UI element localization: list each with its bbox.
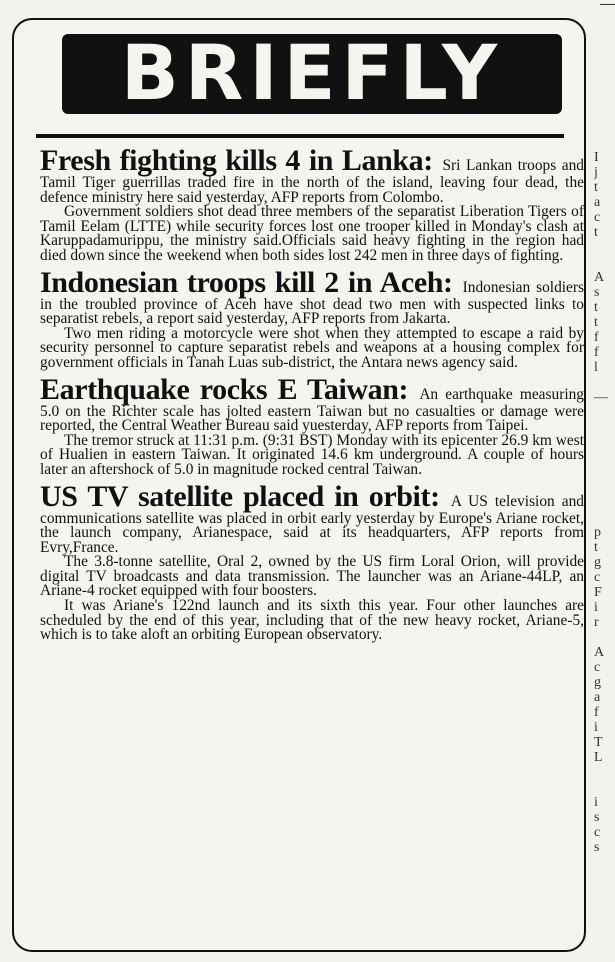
adjacent-column-letter: f — [594, 330, 599, 345]
adjacent-column-letter: s — [594, 810, 600, 825]
adjacent-column-letter — [594, 375, 615, 390]
adjacent-column-letter — [594, 90, 615, 105]
adjacent-column-letter — [594, 135, 615, 150]
adjacent-column-letter: c — [594, 210, 601, 225]
adjacent-column-letter: c — [594, 570, 601, 585]
adjacent-column-letter — [594, 405, 615, 420]
adjacent-column-letter: i — [594, 720, 598, 735]
adjacent-column-letter: i — [594, 795, 598, 810]
adjacent-column-fragment — [594, 0, 615, 962]
adjacent-column-letter — [594, 30, 615, 45]
adjacent-column-letter — [594, 630, 615, 645]
adjacent-column-letter: t — [594, 180, 598, 195]
brief-paragraph: Two men riding a motorcycle were shot when they attempted to escape a raid by security personnel to capture separatist rebels and weapons at a housing complex for government officials in Tanah Luas sub-district, the Antara news agency said. — [40, 324, 584, 371]
adjacent-column-letter — [594, 60, 615, 75]
adjacent-column-letter: c — [594, 660, 601, 675]
adjacent-column-letter: f — [594, 345, 599, 360]
adjacent-column-letter: s — [594, 840, 600, 855]
adjacent-column-letter: f — [594, 705, 599, 720]
adjacent-column-letter — [594, 510, 615, 525]
adjacent-column-letter: c — [594, 825, 601, 840]
adjacent-column-letter — [594, 105, 615, 120]
adjacent-column-letter — [594, 450, 615, 465]
brief-headline: US TV satellite placed in orbit — [40, 479, 431, 513]
brief-lead: A US television and communications satellite was placed in orbit early yesterday by Europe's Ariane rocket, the launch company, Arianespace, said at its headquarters, AFP reports from Evry,France. — [40, 492, 585, 556]
brief-lead: Indonesian soldiers in the troubled province of Aceh have shot dead two men with suspected links to separatist rebels, a report said yesterday, AFP reports from Jakarta. — [40, 278, 584, 328]
adjacent-column-letter: j — [594, 165, 598, 180]
adjacent-column-letter — [594, 765, 615, 780]
adjacent-column-letter: g — [594, 555, 601, 570]
adjacent-column-letter — [594, 240, 615, 255]
adjacent-column-letter: g — [594, 675, 601, 690]
brief-lead-paragraph: Indonesian troops kill 2 in Aceh: Indonesian soldiers in the troubled province of Aceh have shot dead two men with suspected links to separatist rebels, a report said yesterday, AFP reports from Jakarta. — [40, 265, 584, 328]
brief-lead: Sri Lankan troops and Tamil Tiger guerrillas traded fire in the north of the island, leaving four dead, the defence ministry here said yesterday, AFP reports from Colombo. — [40, 157, 584, 206]
adjacent-column-letter: t — [594, 315, 598, 330]
adjacent-column-letter: a — [594, 690, 601, 705]
adjacent-column-rule — [600, 4, 615, 5]
briefs-column — [40, 146, 584, 643]
adjacent-column-letter: l — [594, 360, 598, 375]
brief-lead-paragraph: Earthquake rocks E Taiwan: An earthquake measuring 5.0 on the Richter scale has jolted eastern Taiwan but no casualties or damage were reported, the Central Weather Bureau said yuesterday, AFP reports from Taipei. — [40, 372, 584, 435]
brief-headline: Earthquake rocks E Taiwan — [40, 372, 399, 406]
brief-paragraph: The tremor struck at 11:31 p.m. (9:31 BST) Monday with its epicenter 26.9 km west of Hualien in eastern Taiwan. It originated 14.6 km underground. A couple of hours later an aftershock of 5.0 in magnitude rocked central Taiwan. — [40, 431, 584, 478]
adjacent-column-letter: r — [594, 615, 599, 630]
adjacent-column-letter — [594, 480, 615, 495]
masthead-rule — [36, 134, 564, 138]
adjacent-column-letter: p — [594, 525, 601, 540]
news-brief — [40, 146, 584, 264]
brief-headline: Indonesian troops kill 2 in Aceh — [40, 265, 444, 299]
adjacent-column-letter: a — [594, 195, 601, 210]
news-brief — [40, 479, 585, 644]
brief-paragraph: Government soldiers shot dead three members of the separatist Liberation Tigers of Tamil Eelam (LTTE) while security forces lost one trooper killed in Monday's clash at Karuppadamurippu, the ministry said.Officials said heavy fighting in the region had died down since the weekend when both sides lost 242 men in three days of fighting. — [40, 203, 584, 264]
adjacent-column-letter: A — [594, 645, 605, 660]
adjacent-column-letter — [594, 435, 615, 450]
brief-headline: Fresh fighting kills 4 in Lanka — [40, 144, 424, 177]
adjacent-column-letter: t — [594, 300, 598, 315]
adjacent-column-letter — [594, 0, 615, 15]
adjacent-column-letter: i — [594, 600, 598, 615]
adjacent-column-letter: t — [594, 225, 598, 240]
adjacent-column-letter — [594, 420, 615, 435]
brief-paragraph: It was Ariane's 122nd launch and its sixth this year. Four other launches are scheduled by the end of this year, including that of the new heavy rocket, Ariane-5, which is to take aloft an orbiting European observatory. — [40, 597, 584, 644]
adjacent-column-letter — [594, 465, 615, 480]
adjacent-column-letter: — — [594, 390, 608, 405]
adjacent-column-letter: t — [594, 540, 598, 555]
adjacent-column-letter: T — [594, 735, 603, 750]
adjacent-column-letter — [594, 75, 615, 90]
news-brief — [40, 372, 584, 478]
adjacent-column-letter — [594, 45, 615, 60]
adjacent-column-letter: s — [594, 285, 600, 300]
adjacent-column-letter: I — [594, 150, 599, 165]
news-brief — [40, 265, 584, 371]
adjacent-column-letter — [594, 15, 615, 30]
adjacent-column-letter: L — [594, 750, 603, 765]
adjacent-column-letter — [594, 120, 615, 135]
brief-lead-paragraph: Fresh fighting kills 4 in Lanka: Sri Lankan troops and Tamil Tiger guerrillas traded fire in the north of the island, leaving four dead, the defence ministry here said yesterday, AFP reports from Colombo. — [40, 144, 584, 206]
masthead-title: BRIEFLY — [120, 28, 504, 117]
brief-paragraph: The 3.8-tonne satellite, Oral 2, owned by the US firm Loral Orion, will provide digital TV broadcasts and data transmission. The launcher was an Ariane-44LP, an Ariane-4 rocket equipped with four boosters. — [40, 553, 584, 600]
adjacent-column-letter — [594, 780, 615, 795]
adjacent-column-letter: F — [594, 585, 602, 600]
adjacent-column-letter — [594, 495, 615, 510]
brief-lead-paragraph: US TV satellite placed in orbit: A US television and communications satellite was placed in orbit early yesterday by Europe's Ariane rocket, the launch company, Arianespace, said at its headquarters, AFP reports from Evry,France. — [40, 479, 585, 556]
adjacent-column-letter — [594, 255, 615, 270]
brief-lead: An earthquake measuring 5.0 on the Richter scale has jolted eastern Taiwan but no casualties or damage were reported, the Central Weather Bureau said yuesterday, AFP reports from Taipei. — [40, 385, 584, 435]
adjacent-column-letter: A — [594, 270, 605, 285]
